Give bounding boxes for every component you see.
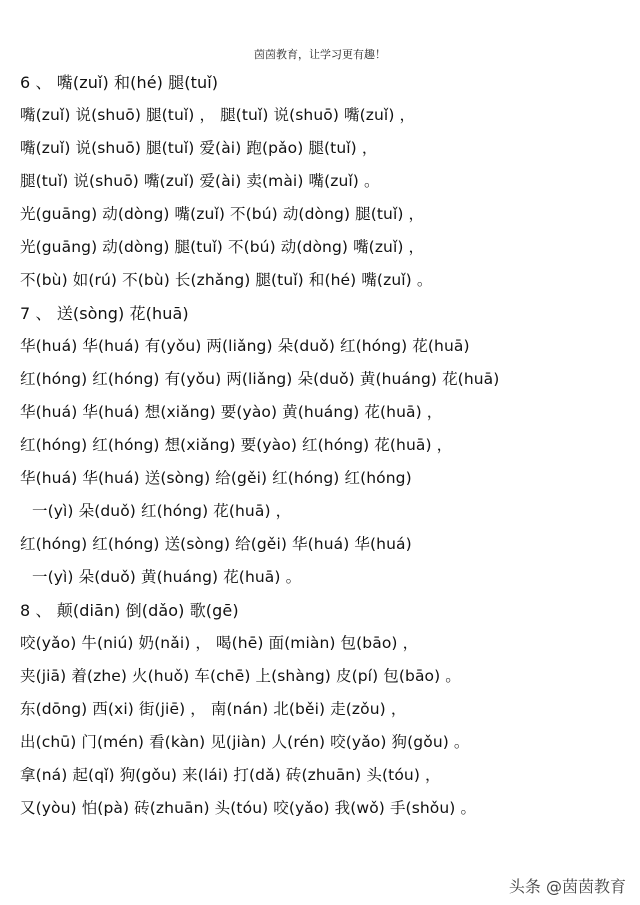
text-line: 东(dōng) 西(xi) 街(jiē) ， 南(nán) 北(běi) 走(zǒu) ， — [20, 700, 407, 718]
text-line: 华(huá) 华(huá) 想(xiǎng) 要(yào) 黄(huáng) 花(huā) ， — [20, 403, 443, 421]
text-line: 嘴(zuǐ) 说(shuō) 腿(tuǐ) ， 腿(tuǐ) 说(shuō) 嘴(zuǐ) ， — [20, 106, 416, 124]
section-heading-8: 8 、 颠(diān) 倒(dǎo) 歌(gē) — [20, 601, 239, 620]
watermark: 头条 @茵茵教育 — [508, 877, 626, 896]
document-body — [20, 66, 630, 825]
text-line: 嘴(zuǐ) 说(shuō) 腿(tuǐ) 爱(ài) 跑(pǎo) 腿(tuǐ) ， — [20, 139, 378, 157]
text-line: 华(huá) 华(huá) 有(yǒu) 两(liǎng) 朵(duǒ) 红(hóng) 花(huā) — [20, 337, 470, 355]
text-line: 红(hóng) 红(hóng) 送(sòng) 给(gěi) 华(huá) 华(huá) — [20, 535, 412, 553]
text-line: 光(guāng) 动(dòng) 腿(tuǐ) 不(bú) 动(dòng) 嘴(zuǐ) ， — [20, 238, 425, 256]
text-line: 出(chū) 门(mén) 看(kàn) 见(jiàn) 人(rén) 咬(yǎo) 狗(gǒu) 。 — [20, 733, 470, 751]
text-line: 腿(tuǐ) 说(shuō) 嘴(zuǐ) 爱(ài) 卖(mài) 嘴(zuǐ) 。 — [20, 172, 380, 190]
text-line: 夹(jiā) 着(zhe) 火(huǒ) 车(chē) 上(shàng) 皮(pí) 包(bāo) 。 — [20, 667, 461, 685]
section-heading-6: 6 、 嘴(zuǐ) 和(hé) 腿(tuǐ) — [20, 73, 219, 92]
text-line: 一(yì) 朵(duǒ) 黄(huáng) 花(huā) 。 — [32, 568, 302, 586]
text-line: 华(huá) 华(huá) 送(sòng) 给(gěi) 红(hóng) 红(hóng) — [20, 469, 412, 487]
text-line: 一(yì) 朵(duǒ) 红(hóng) 花(huā) ， — [32, 502, 292, 520]
text-line: 拿(ná) 起(qǐ) 狗(gǒu) 来(lái) 打(dǎ) 砖(zhuān) 头(tóu) ， — [20, 766, 441, 784]
text-line: 红(hóng) 红(hóng) 想(xiǎng) 要(yào) 红(hóng) 花(huā) ， — [20, 436, 453, 454]
text-line: 光(guāng) 动(dòng) 嘴(zuǐ) 不(bú) 动(dòng) 腿(tuǐ) ， — [20, 205, 425, 223]
text-line: 不(bù) 如(rú) 不(bù) 长(zhǎng) 腿(tuǐ) 和(hé) 嘴(zuǐ) 。 — [20, 271, 433, 289]
text-line: 红(hóng) 红(hóng) 有(yǒu) 两(liǎng) 朵(duǒ) 黄(huáng) 花(huā) — [20, 370, 500, 388]
text-line: 咬(yǎo) 牛(niú) 奶(nǎi) ， 喝(hē) 面(miàn) 包(bāo) ， — [20, 634, 419, 652]
section-heading-7: 7 、 送(sòng) 花(huā) — [20, 304, 189, 323]
page-header: 茵茵教育，让学习更有趣！ — [254, 48, 386, 61]
text-line: 又(yòu) 怕(pà) 砖(zhuān) 头(tóu) 咬(yǎo) 我(wǒ) 手(shǒu) 。 — [20, 799, 477, 817]
